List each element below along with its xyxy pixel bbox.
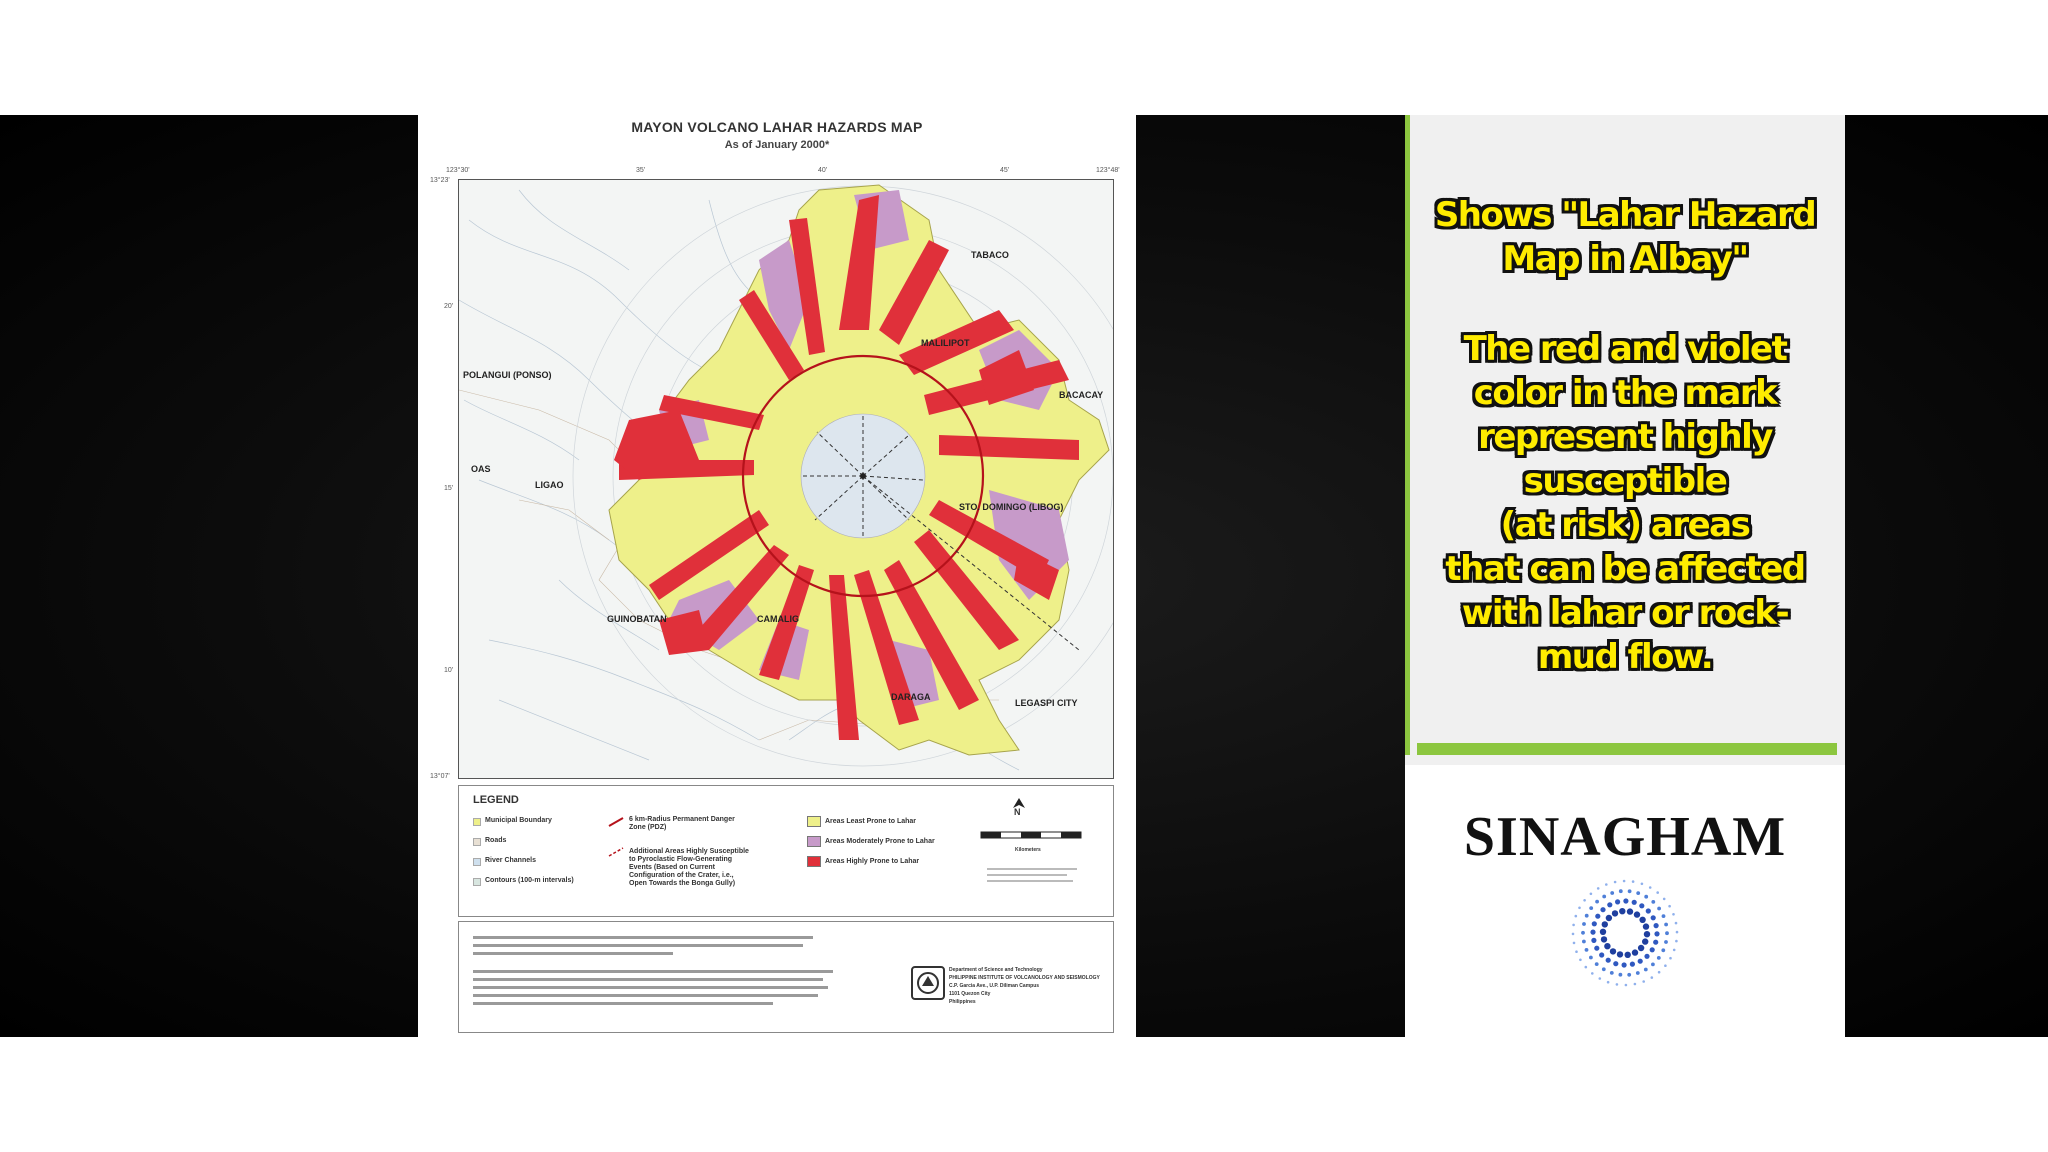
logo-dot [1614,881,1617,884]
logo-dot [1642,938,1648,944]
logo-dot [1590,893,1593,896]
summit-marker [860,473,866,479]
town-label-daraga: DARAGA [891,692,931,702]
agency-city: 1101 Quezon City [949,991,991,997]
accent-bar-bottom [1417,743,1837,755]
logo-dot [1665,931,1669,935]
logo-dot [1575,915,1578,918]
logo-dot [1591,972,1594,975]
logo-dot [1572,933,1575,936]
logo-dot [1675,940,1678,943]
logo-dot [1622,962,1627,967]
north-arrow-icon [1011,798,1027,810]
logo-dot [1639,903,1644,908]
info-panel [1405,115,1845,1037]
municipal-boundary-symbol [473,818,481,826]
town-label-guinobatan: GUINOBATAN [607,614,667,624]
logo-dot [1656,891,1659,894]
logo-dot [1601,936,1607,942]
least-prone-swatch [807,816,821,827]
tick-top-1: 123°30' [446,167,470,174]
info-heading-line-1: Shows "Lahar Hazard [1434,195,1816,235]
logo-dot [1599,977,1602,980]
logo-dot [1616,983,1619,986]
note-text-line [473,970,833,973]
logo-dot [1613,961,1618,966]
logo-dot [1600,929,1606,935]
info-body-line-3: represent highly [1478,417,1772,457]
legend-least-prone: Areas Least Prone to Lahar [825,818,917,825]
logo-dot [1669,957,1672,960]
logo-dot [1651,915,1656,920]
logo-dot [1657,907,1661,911]
agency-address: C.P. Garcia Ave., U.P. Diliman Campus [949,983,1040,989]
logo-dot [1615,899,1620,904]
logo-dot [1642,980,1645,983]
logo-dot [1668,905,1671,908]
logo-dot [1672,913,1675,916]
town-label-malilipot: MALILIPOT [921,338,970,348]
note-text-line [473,1002,773,1005]
map-legend [458,785,1114,917]
river-channels-symbol [473,858,481,866]
logo-dot [1581,931,1585,935]
note-text-line [473,944,803,947]
logo-dot [1657,956,1661,960]
logo-dot [1646,908,1651,913]
logo-dot [1602,921,1608,927]
logo-dot [1643,923,1649,929]
map-notes [458,921,1114,1033]
logo-dot [1663,898,1666,901]
scale-bar-label: Kilometers [1015,847,1041,853]
logo-dot [1582,922,1586,926]
logo-dot [1623,880,1626,883]
logo-dot [1630,962,1635,967]
logo-dot [1623,898,1628,903]
logo-dot [1606,915,1612,921]
logo-dot [1644,968,1648,972]
map-area [458,179,1114,779]
info-body-line-6: that can be affected [1445,549,1805,589]
logo-dot [1627,908,1633,914]
logo-dot [1619,889,1623,893]
logo-dot [1661,948,1665,952]
projection-note [987,868,1077,870]
legend-additional-areas: Additional Areas Highly Susceptible to Pyroclastic Flow-Generating Events (Based on Current Configuration of the Crater, i.e., Open Towards the Bonga Gully) [629,848,749,887]
logo-dot [1597,887,1600,890]
logo-dot [1673,949,1676,952]
logo-dot [1573,942,1576,945]
logo-dot [1662,914,1666,918]
note-text-line [473,994,818,997]
logo-dot [1610,971,1614,975]
logo-dot [1634,911,1640,917]
logo-dot [1606,958,1611,963]
legend-contours: Contours (100-m intervals) [485,877,574,884]
pdz-line-symbols [607,816,627,866]
logo-dot [1592,921,1597,926]
map-subtitle: As of January 2000* [724,139,830,151]
logo-dot [1632,900,1637,905]
logo-dot [1654,931,1659,936]
tick-top-3: 40' [818,167,828,174]
logo-dot [1644,931,1650,937]
logo-dot [1602,967,1606,971]
logo-dot [1638,959,1643,964]
hazard-map-sheet [418,115,1136,1037]
agency-country: Philippines [949,999,976,1005]
town-label-camalig: CAMALIG [757,614,799,624]
agency-department: Department of Science and Technology [949,967,1043,973]
accent-bar-left [1405,115,1410,755]
logo-dot [1610,948,1616,954]
logo-dot [1591,938,1596,943]
logo-dot [1653,940,1658,945]
logo-dot [1676,931,1679,934]
logo-dot [1607,902,1612,907]
tick-left-4: 10' [444,667,454,674]
logo-dot [1644,954,1649,959]
projection-note [987,874,1067,876]
tick-top-4: 45' [1000,167,1010,174]
info-body-line-7: with lahar or rock- [1461,593,1789,633]
legend-highly-prone: Areas Highly Prone to Lahar [825,858,920,865]
logo-dot [1594,946,1599,951]
contours-symbol [473,878,481,886]
logo-dot [1602,895,1606,899]
logo-dot [1649,886,1652,889]
logo-dot [1617,951,1623,957]
logo-dot [1578,907,1581,910]
legend-river-channels: River Channels [485,857,536,864]
logo-dot [1639,917,1645,923]
logo-dot [1583,899,1586,902]
phivolcs-seal-icon [911,966,945,1000]
scale-bar [979,828,1083,842]
map-title: MAYON VOLCANO LAHAR HAZARDS MAP [631,119,923,135]
logo-dot [1664,940,1668,944]
brand-logo-icon [1565,873,1685,993]
brand-name: SINAGHAM [1463,806,1787,868]
tick-left-3: 15' [444,485,454,492]
logo-dot [1595,900,1599,904]
logo-dot [1575,950,1578,953]
logo-dot [1636,891,1640,895]
roads-symbol [473,838,481,846]
tick-left-2: 20' [444,303,454,310]
logo-dot [1595,914,1600,919]
logo-dot [1589,956,1593,960]
logo-dot [1585,948,1589,952]
town-label-ligao: LIGAO [535,480,564,490]
logo-dot [1664,923,1668,927]
logo-dot [1600,907,1605,912]
logo-dot [1628,889,1632,893]
tick-top-2: 35' [636,167,646,174]
logo-dot [1664,964,1667,967]
logo-dot [1658,971,1661,974]
logo-dot [1638,945,1644,951]
logo-dot [1619,908,1625,914]
info-body-line-1: The red and violet [1463,329,1787,369]
logo-dot [1644,895,1648,899]
logo-dot [1585,966,1588,969]
logo-dot [1579,959,1582,962]
agency-institute: PHILIPPINE INSTITUTE OF VOLCANOLOGY AND SEISMOLOGY [949,975,1100,981]
logo-dot [1595,962,1599,966]
logo-dot [1619,973,1623,977]
logo-dot [1651,976,1654,979]
moderately-prone-swatch [807,836,821,847]
legend-roads: Roads [485,837,507,844]
logo-dot [1610,891,1614,895]
town-label-sto-domingo: STO. DOMINGO (LIBOG) [959,502,1064,512]
logo-dot [1627,973,1631,977]
info-body-line-2: color in the mark [1473,373,1777,413]
map-drawing [459,180,1113,778]
logo-dot [1651,900,1655,904]
tick-left-5: 13°07' [430,773,450,780]
logo-dot [1612,910,1618,916]
logo-dot [1582,940,1586,944]
info-body-line-8: mud flow. [1537,637,1713,677]
legend-title: LEGEND [473,794,519,806]
logo-dot [1572,924,1575,927]
logo-dot [1589,906,1593,910]
logo-dot [1607,981,1610,984]
north-arrow-label: N [1014,807,1021,817]
logo-dot [1650,947,1655,952]
logo-dot [1604,943,1610,949]
legend-moderately-prone: Areas Moderately Prone to Lahar [825,838,935,845]
legend-pdz: 6 km-Radius Permanent Danger Zone (PDZ) [629,816,735,831]
logo-dot [1625,952,1631,958]
logo-dot [1651,963,1655,967]
town-label-bacacay: BACACAY [1059,390,1104,400]
note-text-line [473,986,828,989]
info-body-line-5: (at risk) areas [1500,505,1750,545]
logo-dot [1632,949,1638,955]
logo-dot [1634,983,1637,986]
highly-prone-swatch [807,856,821,867]
town-label-polangui: POLANGUI (PONSO) [463,370,552,380]
logo-dot [1605,883,1608,886]
note-text-line [473,978,823,981]
projection-note [987,880,1073,882]
logo-dot [1641,883,1644,886]
tick-left-1: 13°23' [430,177,450,184]
logo-dot [1590,930,1595,935]
logo-dot [1654,923,1659,928]
logo-dot [1625,984,1628,987]
info-heading-line-2: Map in Albay" [1502,239,1748,279]
logo-dot [1599,952,1604,957]
town-label-oas: OAS [471,464,491,474]
note-text-line [473,952,673,955]
logo-dot [1632,880,1635,883]
video-frame [0,115,2048,1037]
logo-dot [1585,914,1589,918]
logo-dot [1636,971,1640,975]
town-label-tabaco: TABACO [971,250,1009,260]
logo-dot [1675,922,1678,925]
tick-top-5: 123°48' [1096,167,1120,174]
note-text-line [473,936,813,939]
legend-municipal-boundary: Municipal Boundary [485,817,552,824]
town-label-legaspi: LEGASPI CITY [1015,698,1078,708]
info-body-line-4: susceptible [1523,461,1727,501]
